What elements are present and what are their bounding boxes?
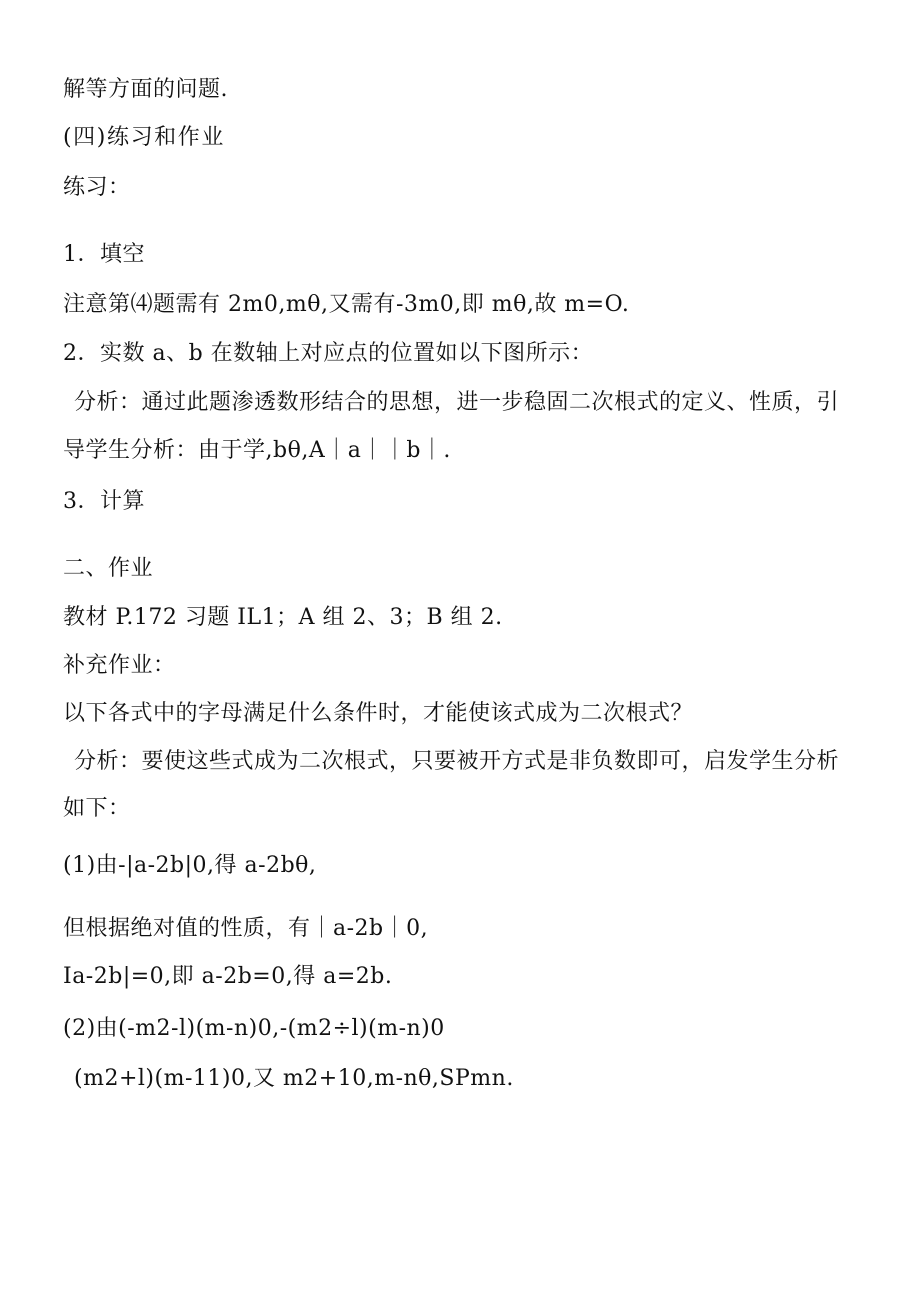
exercise-2-analysis: 分析：通过此题渗透数形结合的思想，进一步稳固二次根式的定义、性质，引 [74,390,840,415]
exercise-2-heading: 2．实数 a、b 在数轴上对应点的位置如以下图所示： [63,341,594,366]
homework-heading: 二、作业 [63,556,154,581]
exercise-3-heading: 3．计算 [63,489,145,514]
supplementary-analysis: 分析：要使这些式成为二次根式，只要被开方式是非负数即可，启发学生分析 [74,749,840,774]
exercise-2-analysis-cont: 导学生分析：由于学,bθ,A｜a｜｜b｜. [63,438,451,463]
text-line-intro: 解等方面的问题. [63,77,228,102]
homework-textbook: 教材 P.172 习题 IL1；A 组 2、3；B 组 2. [63,605,503,630]
solution-1-line-1: (1)由-|a-2b|0,得 a-2bθ, [63,853,317,878]
exercise-1-note: 注意第⑷题需有 2m0,mθ,又需有-3m0,即 mθ,故 m=O. [63,292,630,317]
exercise-1-heading: 1．填空 [63,242,145,267]
section-heading-practice: (四)练习和作业 [63,125,225,150]
solution-2-line-1: (2)由(-m2-l)(m-n)0,-(m2÷l)(m-n)0 [63,1016,445,1041]
solution-1-line-2: 但根据绝对值的性质，有｜a-2b｜0, [63,916,429,941]
supplementary-analysis-cont: 如下： [63,796,131,821]
solution-2-line-2: (m2+l)(m-11)0,又 m2+10,m-nθ,SPmn. [74,1066,514,1091]
solution-1-line-3: Ia-2b|=0,即 a-2b=0,得 a=2b. [63,964,393,989]
supplementary-question: 以下各式中的字母满足什么条件时，才能使该式成为二次根式？ [63,701,694,726]
supplementary-label: 补充作业： [63,653,176,678]
practice-label: 练习： [63,175,131,200]
